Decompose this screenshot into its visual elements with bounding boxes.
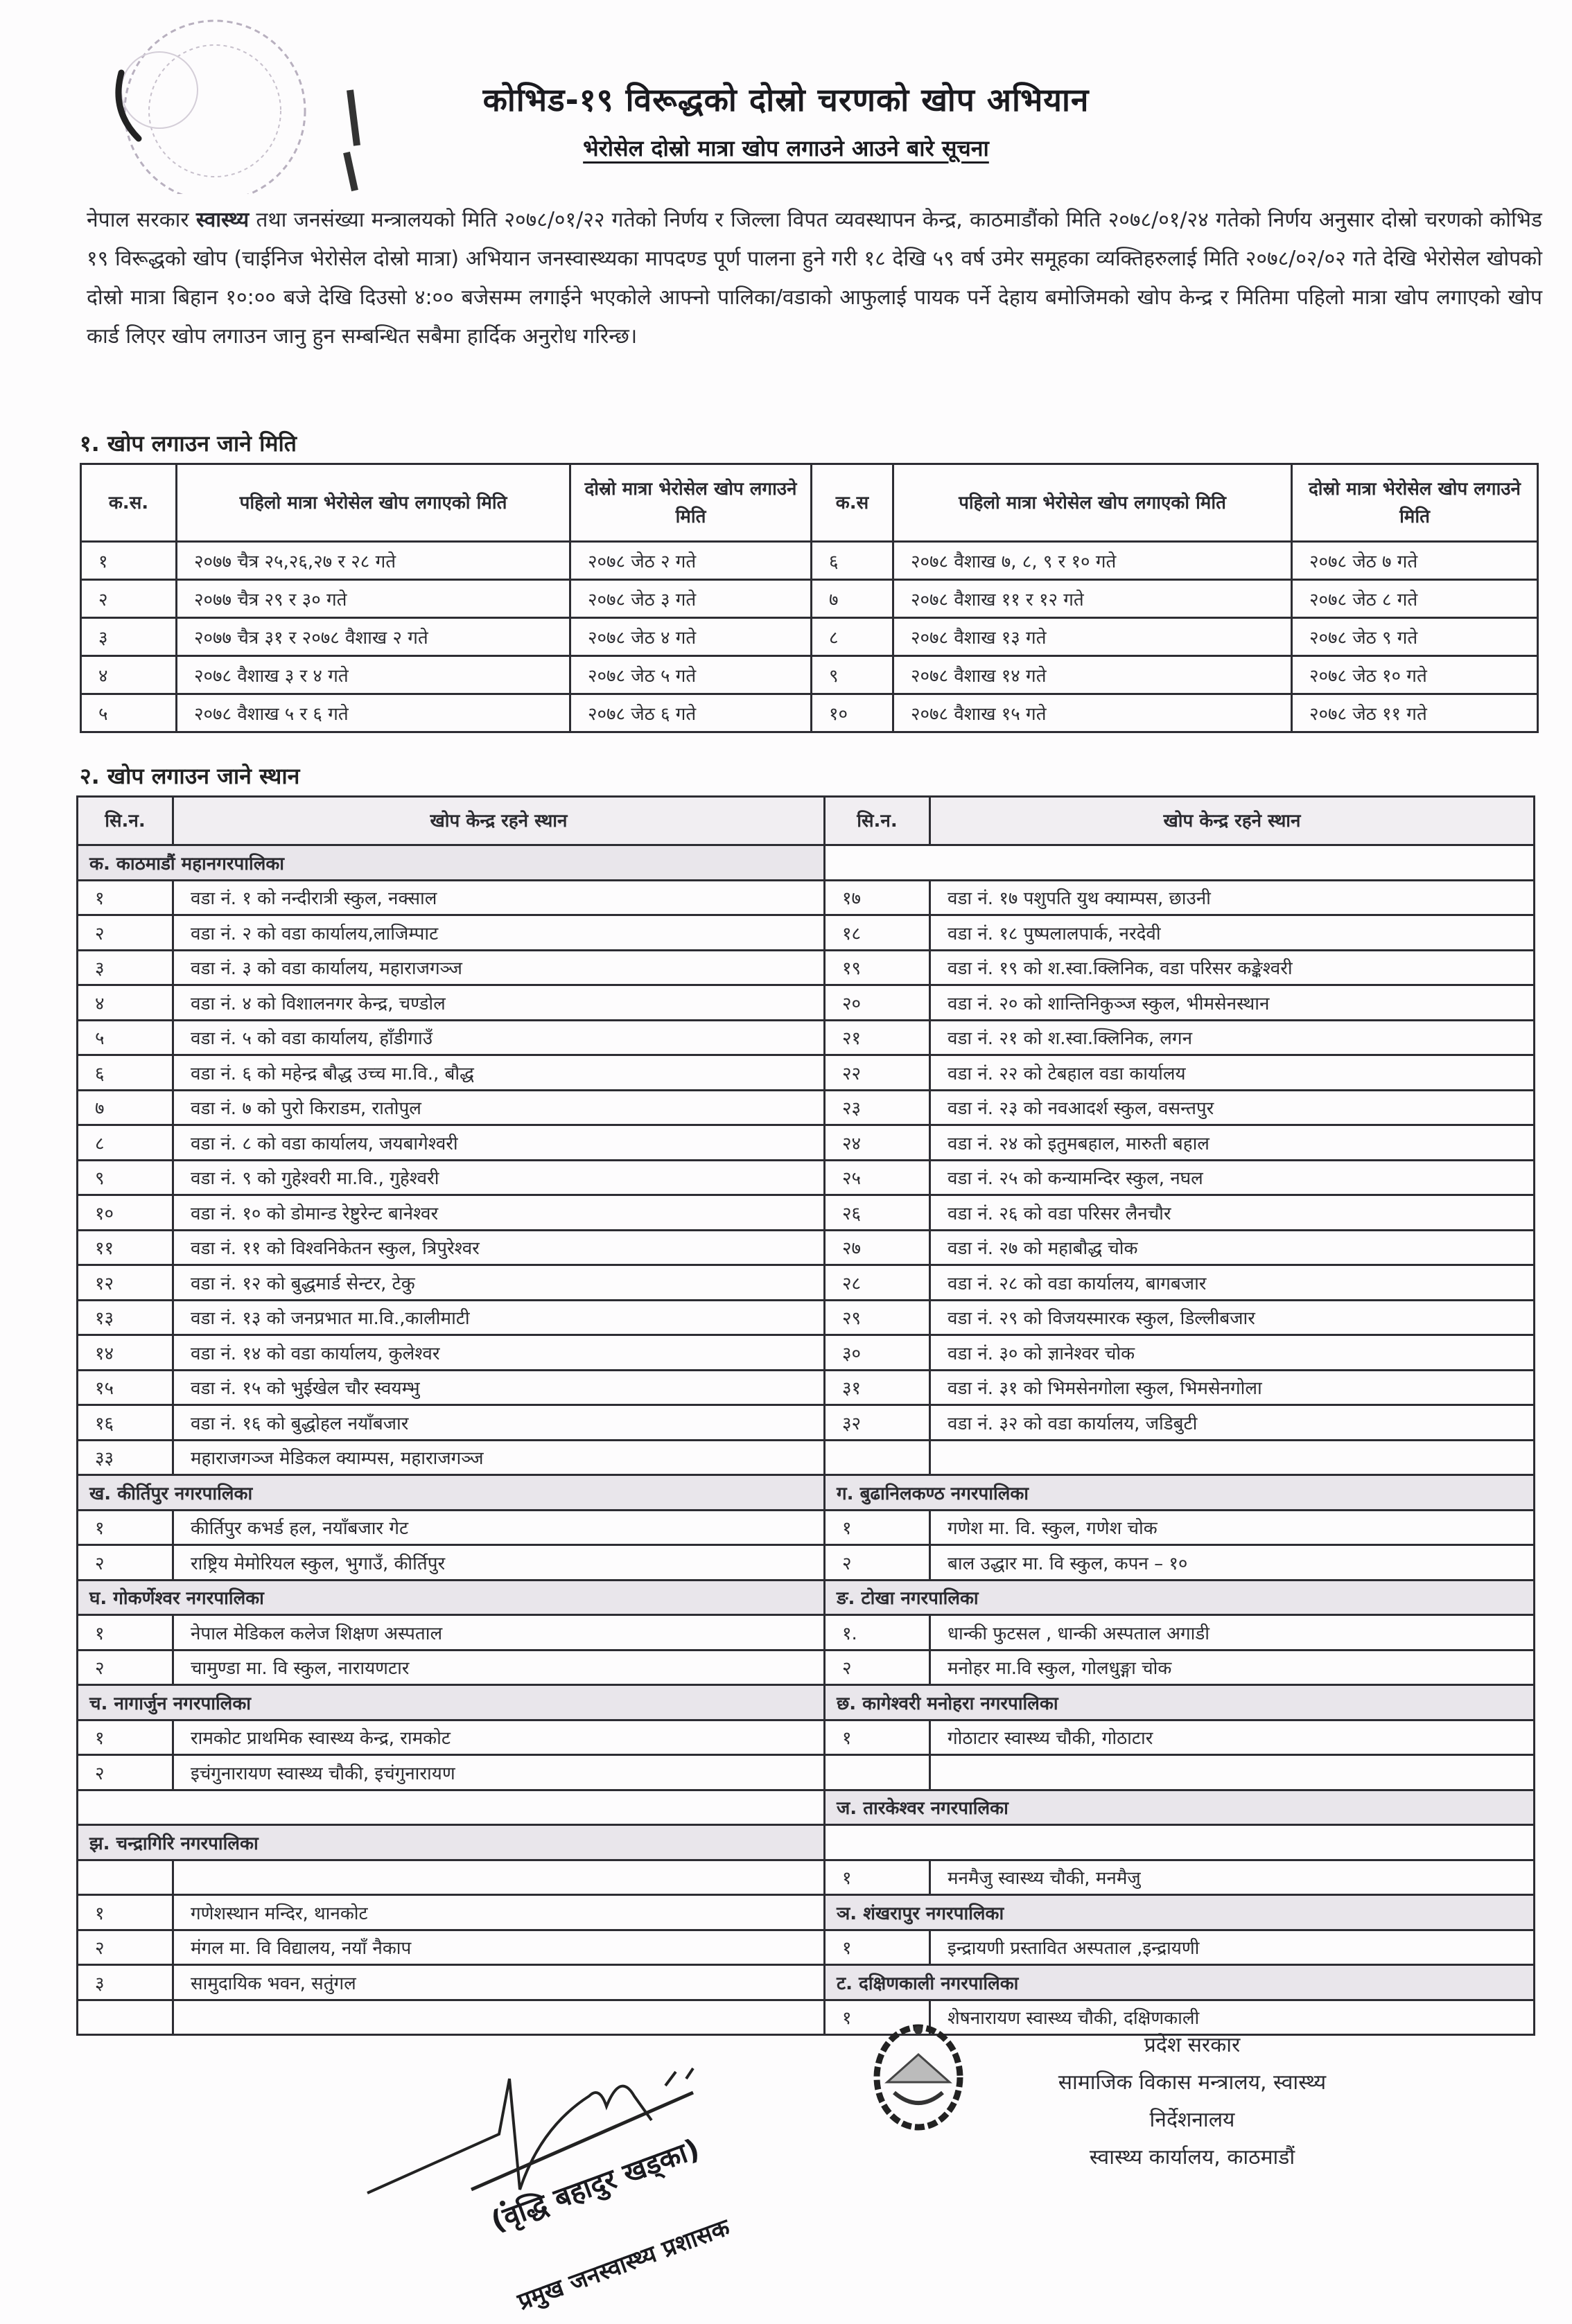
location-cell: महाराजगञ्ज मेडिकल क्याम्पस, महाराजगञ्ज (173, 1440, 825, 1475)
location-cell: वडा नं. ९ को गुहेश्वरी मा.वि., गुहेश्वरी (173, 1160, 825, 1195)
second-dose-date-cell: २०७८ जेठ ९ गते (1292, 618, 1538, 656)
serial-number-cell: १० (812, 694, 893, 732)
serial-number-cell (78, 1860, 173, 1895)
serial-number-cell: ७ (812, 580, 893, 618)
location-cell: गोठाटार स्वास्थ्य चौकी, गोठाटार (930, 1720, 1535, 1755)
location-cell: वडा नं. ३२ को वडा कार्यालय, जडिबुटी (930, 1405, 1535, 1441)
serial-number-cell: १२ (78, 1265, 173, 1301)
location-cell: मंगल मा. वि विद्यालय, नयाँ नैकाप (173, 1930, 825, 1965)
location-cell: शेषनारायण स्वास्थ्य चौकी, दक्षिणकाली (930, 2000, 1535, 2035)
second-dose-date-cell: २०७८ जेठ ५ गते (570, 656, 812, 694)
document-subtitle-text: भेरोसेल दोस्रो मात्रा खोप लगाउने आउने बारे सूचना (583, 135, 989, 161)
second-dose-date-cell: २०७८ जेठ २ गते (570, 542, 812, 580)
serial-number-cell: १९ (825, 950, 930, 985)
table-header-row (78, 797, 1535, 845)
intro-text-start: नेपाल सरकार (87, 208, 196, 232)
location-cell: वडा नं. ४ को विशालनगर केन्द्र, चण्डोल (173, 985, 825, 1021)
table-row (78, 1160, 1535, 1195)
serial-number-cell: २२ (825, 1055, 930, 1091)
serial-number-cell: २ (81, 580, 177, 618)
location-cell: वडा नं. २८ को वडा कार्यालय, बागबजार (930, 1265, 1535, 1301)
location-cell: मनोहर मा.वि स्कुल, गोलधुङ्गा चोक (930, 1650, 1535, 1685)
location-cell: वडा नं. ५ को वडा कार्यालय, हाँडीगाउँ (173, 1020, 825, 1055)
serial-number-cell: १४ (78, 1335, 173, 1371)
municipality-group-row (78, 1825, 1535, 1860)
serial-number-cell: २७ (825, 1230, 930, 1265)
table-row (78, 1545, 1535, 1581)
location-cell: वडा नं. १६ को बुद्धोहल नयाँबजार (173, 1405, 825, 1441)
serial-number-cell: २ (78, 915, 173, 951)
location-cell: नेपाल मेडिकल कलेज शिक्षण अस्पताल (173, 1615, 825, 1650)
location-cell (173, 2000, 825, 2035)
serial-number-cell: २८ (825, 1265, 930, 1301)
table-row (78, 1125, 1535, 1161)
first-dose-date-cell: २०७७ चैत्र २९ र ३० गते (177, 580, 570, 618)
serial-number-cell: ८ (812, 618, 893, 656)
second-dose-date-cell: २०७८ जेठ ४ गते (570, 618, 812, 656)
municipality-name-left: झ. चन्द्रागिरि नगरपालिका (78, 1825, 825, 1860)
location-cell: वडा नं. ६ को महेन्द्र बौद्ध उच्च मा.वि., बौद्ध (173, 1055, 825, 1091)
location-cell: वडा नं. २२ को टेबहाल वडा कार्यालय (930, 1055, 1535, 1091)
serial-number-cell: १३ (78, 1300, 173, 1335)
serial-number-cell: २ (78, 1930, 173, 1965)
col-header-sn: क.स. (81, 464, 177, 542)
location-cell: इन्द्रायणी प्रस्तावित अस्पताल ,इन्द्रायणी (930, 1930, 1535, 1965)
serial-number-cell: १ (825, 1510, 930, 1545)
serial-number-cell: ९ (812, 656, 893, 694)
serial-number-cell (825, 1755, 930, 1790)
table-row (78, 1055, 1535, 1091)
location-cell: वडा नं. २९ को विजयस्मारक स्कुल, डिल्लीबजार (930, 1300, 1535, 1335)
first-dose-date-cell: २०७८ वैशाख ११ र १२ गते (893, 580, 1292, 618)
serial-number-cell: २ (825, 1650, 930, 1685)
location-cell: वडा नं. २७ को महाबौद्ध चोक (930, 1230, 1535, 1265)
serial-number-cell: २९ (825, 1300, 930, 1335)
serial-number-cell: २३ (825, 1090, 930, 1125)
municipality-name-right: ङ. टोखा नगरपालिका (825, 1580, 1535, 1615)
signatory-name: (वृद्धि बहादुर खड्का) (487, 2133, 704, 2238)
serial-number-cell: १ (825, 1930, 930, 1965)
serial-number-cell: २६ (825, 1195, 930, 1231)
table-row (78, 1370, 1535, 1405)
table-row (78, 1335, 1535, 1371)
table-row (81, 618, 1538, 656)
col-header-first-dose-2: पहिलो मात्रा भेरोसेल खोप लगाएको मिति (893, 464, 1292, 542)
municipality-name-left: घ. गोकर्णेश्वर नगरपालिका (78, 1580, 825, 1615)
serial-number-cell: १ (78, 1510, 173, 1545)
municipality-name-right: ञ. शंखरापुर नगरपालिका (825, 1895, 1535, 1930)
location-cell: वडा नं. १९ को श.स्वा.क्लिनिक, वडा परिसर कङ्केश्वरी (930, 950, 1535, 985)
location-cell: वडा नं. ७ को पुरो किराडम, रातोपुल (173, 1090, 825, 1125)
table-row (81, 694, 1538, 732)
location-cell: वडा नं. २३ को नवआदर्श स्कुल, वसन्तपुर (930, 1090, 1535, 1125)
location-cell (173, 1860, 825, 1895)
table-row (81, 542, 1538, 580)
serial-number-cell: ३३ (78, 1440, 173, 1475)
serial-number-cell: ४ (78, 985, 173, 1021)
location-cell: सामुदायिक भवन, सतुंगल (173, 1965, 825, 2000)
municipality-name-left (78, 1790, 825, 1825)
nepal-emblem (866, 2016, 970, 2134)
serial-number-cell: १ (81, 542, 177, 580)
location-cell: राष्ट्रिय मेमोरियल स्कुल, भुगाउँ, कीर्तिपुर (173, 1545, 825, 1581)
serial-number-cell: १८ (825, 915, 930, 951)
location-cell: वडा नं. १५ को भुईखेल चौर स्वयम्भु (173, 1370, 825, 1405)
serial-number-cell: १७ (825, 880, 930, 915)
table-row (81, 580, 1538, 618)
municipality-group-row (78, 1790, 1535, 1825)
table-row (78, 1510, 1535, 1545)
table-row (78, 1195, 1535, 1231)
municipality-group-row (78, 1475, 1535, 1511)
location-cell: वडा नं. २६ को वडा परिसर लैनचौर (930, 1195, 1535, 1231)
col-header-location: खोप केन्द्र रहने स्थान (173, 797, 825, 845)
location-cell: वडा नं. ३ को वडा कार्यालय, महाराजगञ्ज (173, 950, 825, 985)
serial-number-cell: १० (78, 1195, 173, 1231)
table-row (78, 1930, 1535, 1965)
serial-number-cell: २ (825, 1545, 930, 1581)
serial-number-cell: १ (78, 880, 173, 915)
location-cell: कीर्तिपुर कभर्ड हल, नयाँबजार गेट (173, 1510, 825, 1545)
serial-number-cell: १ (78, 1615, 173, 1650)
table-header-row (81, 464, 1538, 542)
serial-number-cell: ३२ (825, 1405, 930, 1441)
location-cell: इचंगुनारायण स्वास्थ्य चौकी, इचंगुनारायण (173, 1755, 825, 1790)
first-dose-date-cell: २०७८ वैशाख ७, ८, ९ र १० गते (893, 542, 1292, 580)
serial-number-cell: ४ (81, 656, 177, 694)
serial-number-cell: २४ (825, 1125, 930, 1161)
serial-number-cell: ७ (78, 1090, 173, 1125)
serial-number-cell: १ (825, 1860, 930, 1895)
location-cell: मनमैजु स्वास्थ्य चौकी, मनमैजु (930, 1860, 1535, 1895)
municipality-name-right: छ. कागेश्वरी मनोहरा नगरपालिका (825, 1685, 1535, 1720)
office-line: स्वास्थ्य कार्यालय, काठमाडौं (1089, 2145, 1295, 2169)
serial-number-cell: ३० (825, 1335, 930, 1371)
first-dose-date-cell: २०७८ वैशाख ५ र ६ गते (177, 694, 570, 732)
location-cell: वडा नं. १३ को जनप्रभात मा.वि.,कालीमाटी (173, 1300, 825, 1335)
location-cell: बाल उद्धार मा. वि स्कुल, कपन – १० (930, 1545, 1535, 1581)
serial-number-cell: ६ (78, 1055, 173, 1091)
serial-number-cell: १ (825, 1720, 930, 1755)
location-cell: वडा नं. १८ पुष्पलालपार्क, नरदेवी (930, 915, 1535, 951)
table-row (81, 656, 1538, 694)
location-cell: वडा नं. १४ को वडा कार्यालय, कुलेश्वर (173, 1335, 825, 1371)
document-title: कोभिड-१९ विरूद्धको दोस्रो चरणको खोप अभियान (482, 81, 1090, 118)
second-dose-date-cell: २०७८ जेठ १० गते (1292, 656, 1538, 694)
table-row (78, 1300, 1535, 1335)
municipality-name-right: ज. तारकेश्वर नगरपालिका (825, 1790, 1535, 1825)
location-cell: चामुण्डा मा. वि स्कुल, नारायणटार (173, 1650, 825, 1685)
location-cell: वडा नं. १० को डोमान्ड रेष्टुरेन्ट बानेश्वर (173, 1195, 825, 1231)
serial-number-cell (825, 1440, 930, 1475)
first-dose-date-cell: २०७८ वैशाख १५ गते (893, 694, 1292, 732)
first-dose-date-cell: २०७७ चैत्र २५,२६,२७ र २८ गते (177, 542, 570, 580)
table-row (78, 1265, 1535, 1301)
section1-heading: १. खोप लगाउन जाने मिति (80, 430, 297, 457)
government-emblem-icon (866, 2016, 970, 2134)
location-cell (930, 1755, 1535, 1790)
office-line: प्रदेश सरकार (1144, 2033, 1241, 2057)
table-row (78, 1440, 1535, 1475)
serial-number-cell: १५ (78, 1370, 173, 1405)
location-cell: वडा नं. २५ को कन्यामन्दिर स्कुल, नघल (930, 1160, 1535, 1195)
second-dose-date-cell: २०७८ जेठ ११ गते (1292, 694, 1538, 732)
table-row (78, 1895, 1535, 1930)
municipality-name-left: च. नागार्जुन नगरपालिका (78, 1685, 825, 1720)
location-cell: वडा नं. १२ को बुद्धमार्ड सेन्टर, टेकु (173, 1265, 825, 1301)
serial-number-cell: ११ (78, 1230, 173, 1265)
serial-number-cell: २ (78, 1650, 173, 1685)
location-cell (930, 1440, 1535, 1475)
location-cell: वडा नं. ३१ को भिमसेनगोला स्कुल, भिमसेनगोला (930, 1370, 1535, 1405)
serial-number-cell: ५ (81, 694, 177, 732)
location-cell: वडा नं. २ को वडा कार्यालय,लाजिम्पाट (173, 915, 825, 951)
first-dose-date-cell: २०७८ वैशाख १३ गते (893, 618, 1292, 656)
first-dose-date-cell: २०७८ वैशाख १४ गते (893, 656, 1292, 694)
location-cell: गणेशस्थान मन्दिर, थानकोट (173, 1895, 825, 1930)
serial-number-cell: ५ (78, 1020, 173, 1055)
serial-number-cell: २ (78, 1545, 173, 1581)
serial-number-cell: २ (78, 1755, 173, 1790)
section2-heading: २. खोप लगाउन जाने स्थान (80, 763, 300, 789)
location-cell: वडा नं. ११ को विश्वनिकेतन स्कुल, त्रिपुरेश्वर (173, 1230, 825, 1265)
serial-number-cell: १ (825, 2000, 930, 2035)
intro-paragraph (87, 201, 1542, 356)
municipality-name-right: ग. बुढानिलकण्ठ नगरपालिका (825, 1475, 1535, 1511)
serial-number-cell: २० (825, 985, 930, 1021)
municipality-name-right (825, 1825, 1535, 1860)
serial-number-cell (78, 2000, 173, 2035)
vaccination-dates-table (80, 463, 1539, 733)
table-row (78, 985, 1535, 1021)
col-header-second-dose-2: दोस्रो मात्रा भेरोसेल खोप लगाउने मिति (1292, 464, 1538, 542)
serial-number-cell: ३१ (825, 1370, 930, 1405)
location-cell: वडा नं. २० को शान्तिनिकुञ्ज स्कुल, भीमसेनस्थान (930, 985, 1535, 1021)
municipality-group-row (78, 1685, 1535, 1720)
municipality-group-row (78, 1580, 1535, 1615)
serial-number-cell: ३ (81, 618, 177, 656)
table-row (78, 880, 1535, 915)
col-header-first-dose: पहिलो मात्रा भेरोसेल खोप लगाएको मिति (177, 464, 570, 542)
first-dose-date-cell: २०७८ वैशाख ३ र ४ गते (177, 656, 570, 694)
second-dose-date-cell: २०७८ जेठ ६ गते (570, 694, 812, 732)
location-cell: वडा नं. ३० को ज्ञानेश्वर चोक (930, 1335, 1535, 1371)
municipality-name-left: ख. कीर्तिपुर नगरपालिका (78, 1475, 825, 1511)
table-row (78, 1755, 1535, 1790)
serial-number-cell: ८ (78, 1125, 173, 1161)
serial-number-cell: १ (78, 1720, 173, 1755)
issuing-office (1026, 2027, 1359, 2176)
serial-number-cell: ३ (78, 1965, 173, 2000)
intro-bold-fragment: स्वास्थ्य (195, 208, 250, 232)
table-row (78, 1860, 1535, 1895)
municipality-group-row (78, 845, 1535, 881)
col-header-second-dose: दोस्रो मात्रा भेरोसेल खोप लगाउने मिति (570, 464, 812, 542)
table-row (78, 1615, 1535, 1650)
municipality-name-left: क. काठमाडौं महानगरपालिका (78, 845, 825, 881)
serial-number-cell: ९ (78, 1160, 173, 1195)
col-header-sn-2: क.स (812, 464, 893, 542)
table-row (78, 1090, 1535, 1125)
office-line: निर्देशनालय (1149, 2108, 1235, 2132)
col-header-location-2: खोप केन्द्र रहने स्थान (930, 797, 1535, 845)
location-cell: वडा नं. १७ पशुपति युथ क्याम्पस, छाउनी (930, 880, 1535, 915)
col-header-sn: सि.न. (78, 797, 173, 845)
municipality-name-right: ट. दक्षिणकाली नगरपालिका (825, 1965, 1535, 2000)
serial-number-cell: १६ (78, 1405, 173, 1441)
serial-number-cell: १ (78, 1895, 173, 1930)
serial-number-cell: १. (825, 1615, 930, 1650)
serial-number-cell: ६ (812, 542, 893, 580)
signatory-role: प्रमुख जनस्वास्थ्य प्रशासक (514, 2213, 733, 2316)
table-row (78, 1720, 1535, 1755)
document-subtitle (0, 133, 1572, 163)
location-cell: वडा नं. १ को नन्दीरात्री स्कुल, नक्साल (173, 880, 825, 915)
second-dose-date-cell: २०७८ जेठ ७ गते (1292, 542, 1538, 580)
office-line: सामाजिक विकास मन्त्रालय, स्वास्थ्य (1058, 2070, 1327, 2095)
col-header-sn-2: सि.न. (825, 797, 930, 845)
second-dose-date-cell: २०७८ जेठ ८ गते (1292, 580, 1538, 618)
table-row (78, 1965, 1535, 2000)
location-cell: वडा नं. ८ को वडा कार्यालय, जयबागेश्वरी (173, 1125, 825, 1161)
location-cell: वडा नं. २१ को श.स्वा.क्लिनिक, लगन (930, 1020, 1535, 1055)
municipality-name-right (825, 845, 1535, 881)
second-dose-date-cell: २०७८ जेठ ३ गते (570, 580, 812, 618)
table-row (78, 1650, 1535, 1685)
serial-number-cell: २१ (825, 1020, 930, 1055)
serial-number-cell: ३ (78, 950, 173, 985)
table-row (78, 915, 1535, 951)
table-row (78, 1405, 1535, 1441)
intro-text-body: तथा जनसंख्या मन्त्रालयको मिति २०७८/०१/२२ गतेको निर्णय र जिल्ला विपत व्यवस्थापन केन्द्र, काठमाडौंको मिति २०७८/०१/२४ गतेको निर्णय अनुसार दोस्रो चरणको कोभिड १९ विरूद्धको खोप (चाईनिज भेरोसेल दोस्रो मात्रा) अभियान जनस्वास्थ्यका मापदण्ड पूर्ण पालना हुने गरी १८ देखि ५९ वर्ष उमेर समूहका व्यक्तिहरुलाई मिति २०७८/०२/०२ गते देखि भेरोसेल खोपको दोस्रो मात्रा बिहान १०:०० बजे देखि दिउसो ४:०० बजेसम्म लगाईने भएकोले आफ्नो पालिका/वडाको आफुलाई पायक पर्ने देहाय बमोजिमको खोप केन्द्र र मितिमा पहिलो मात्रा खोप लगाएको खोप कार्ड लिएर खोप लगाउन जानु हुन सम्बन्धित सबैमा हार्दिक अनुरोध गरिन्छ। (87, 208, 1542, 349)
location-cell: धान्की फुटसल , धान्की अस्पताल अगाडी (930, 1615, 1535, 1650)
vaccination-locations-table (76, 795, 1535, 2036)
table-row (78, 1020, 1535, 1055)
location-cell: गणेश मा. वि. स्कुल, गणेश चोक (930, 1510, 1535, 1545)
table-row (78, 1230, 1535, 1265)
serial-number-cell: २५ (825, 1160, 930, 1195)
location-cell: वडा नं. २४ को इतुमबहाल, मारुती बहाल (930, 1125, 1535, 1161)
table-row (78, 950, 1535, 985)
location-cell: रामकोट प्राथमिक स्वास्थ्य केन्द्र, रामकोट (173, 1720, 825, 1755)
first-dose-date-cell: २०७७ चैत्र ३१ र २०७८ वैशाख २ गते (177, 618, 570, 656)
